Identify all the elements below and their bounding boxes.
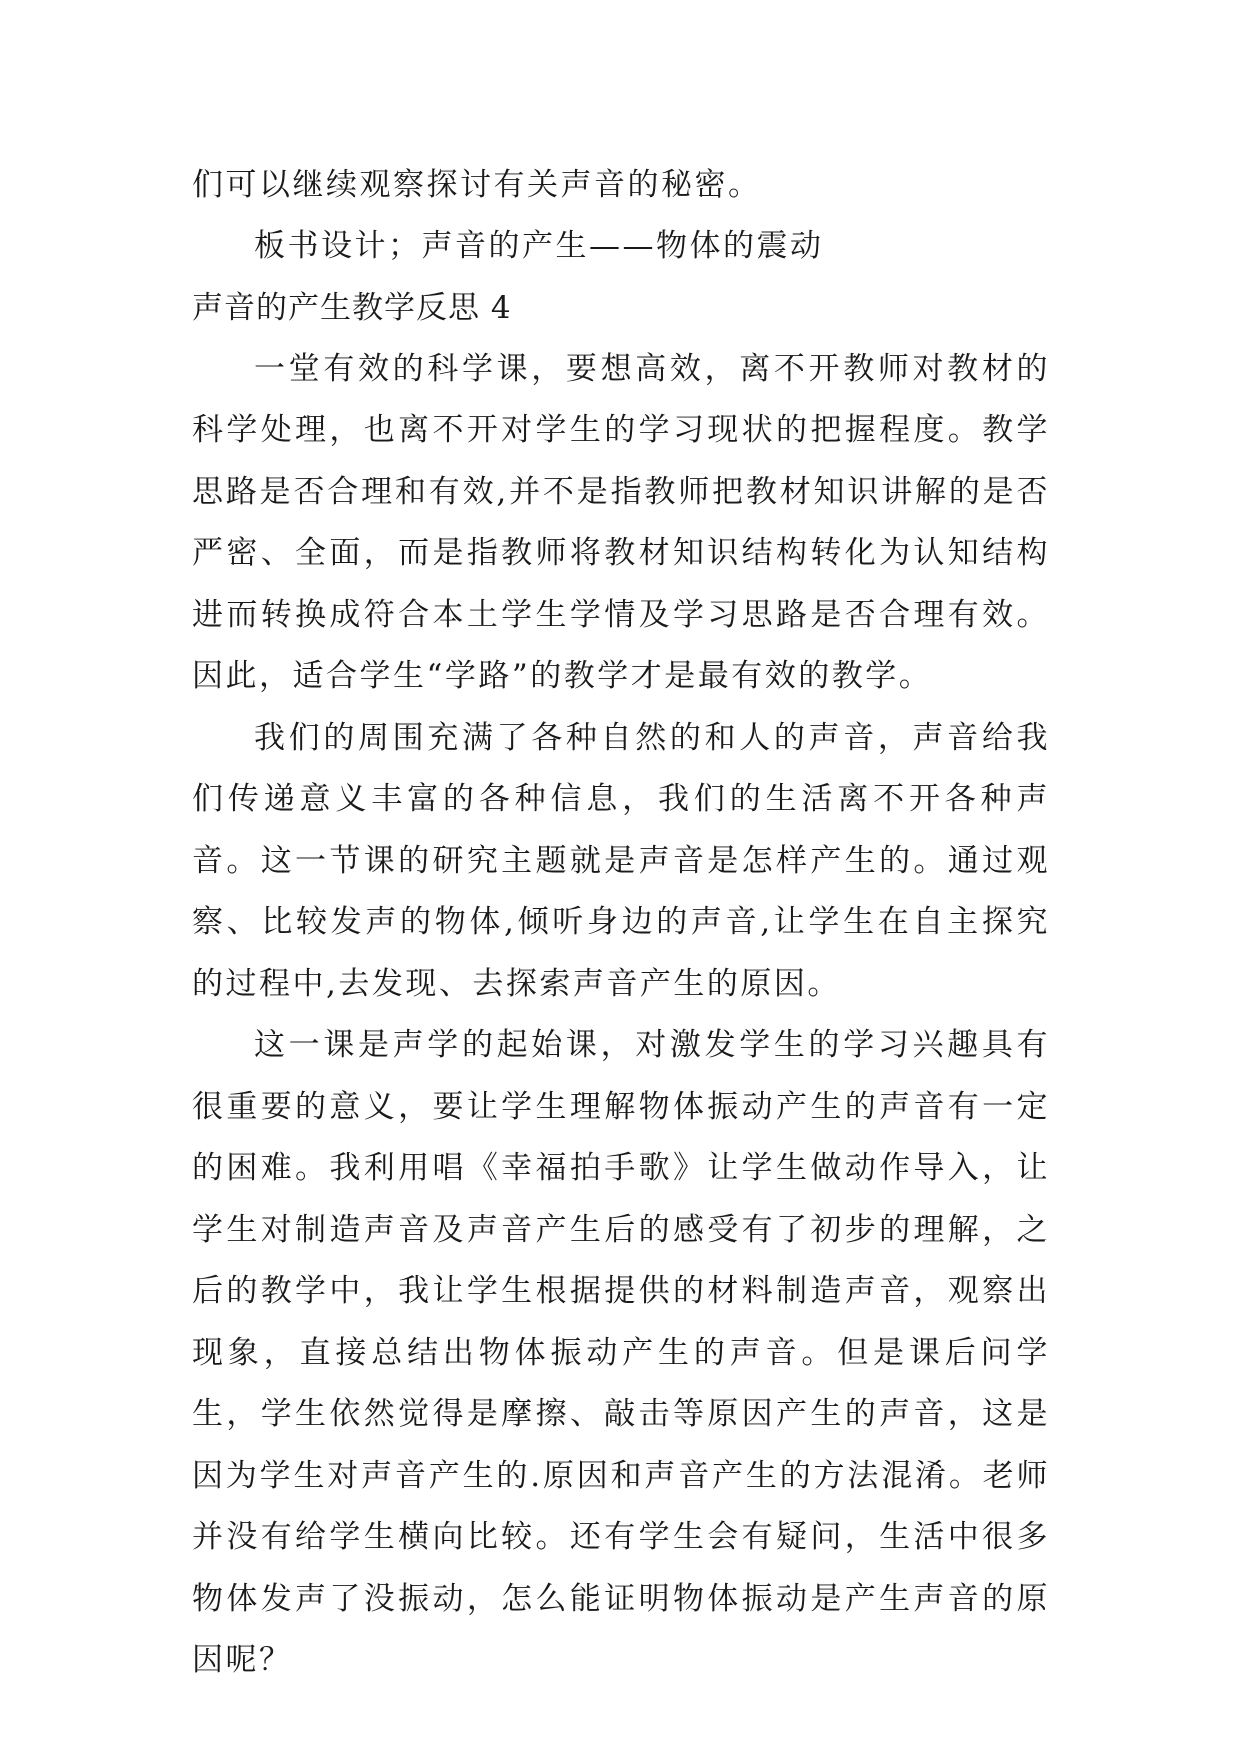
continuation-line: 们可以继续观察探讨有关声音的秘密。 [192, 167, 762, 203]
document-body [192, 155, 1050, 1692]
paragraph: 一堂有效的科学课，要想高效，离不开教师对教材的科学处理，也离不开对学生的学习现状的把握程度。教学思路是否合理和有效,并不是指教师把教材知识讲解的是否严密、全面，而是指教师将教材知识结构转化为认知结构进而转换成符合本土学生学情及学习思路是否合理有效。因此，适合学生“学路”的教学才是最有效的教学。 [192, 350, 1050, 694]
section-title: 声音的产生教学反思 4 [192, 289, 512, 326]
paragraph: 这一课是声学的起始课，对激发学生的学习兴趣具有很重要的意义，要让学生理解物体振动产生的声音有一定的困难。我利用唱《幸福拍手歌》让学生做动作导入，让学生对制造声音及声音产生后的感受有了初步的理解，之后的教学中，我让学生根据提供的材料制造声音，观察出现象，直接总结出物体振动产生的声音。但是课后问学生，学生依然觉得是摩擦、敲击等原因产生的声音，这是因为学生对声音产生的.原因和声音产生的方法混淆。老师并没有给学生横向比较。还有学生会有疑问，生活中很多物体发声了没振动，怎么能证明物体振动是产生声音的原因呢？ [192, 1027, 1050, 1678]
paragraph: 我们的周围充满了各种自然的和人的声音，声音给我们传递意义丰富的各种信息，我们的生活离不开各种声音。这一节课的研究主题就是声音是怎样产生的。通过观察、比较发声的物体,倾听身边的声音,让学生在自主探究的过程中,去发现、去探索声音产生的原因。 [192, 719, 1050, 1002]
board-design-line: 板书设计；声音的产生——物体的震动 [254, 228, 824, 264]
